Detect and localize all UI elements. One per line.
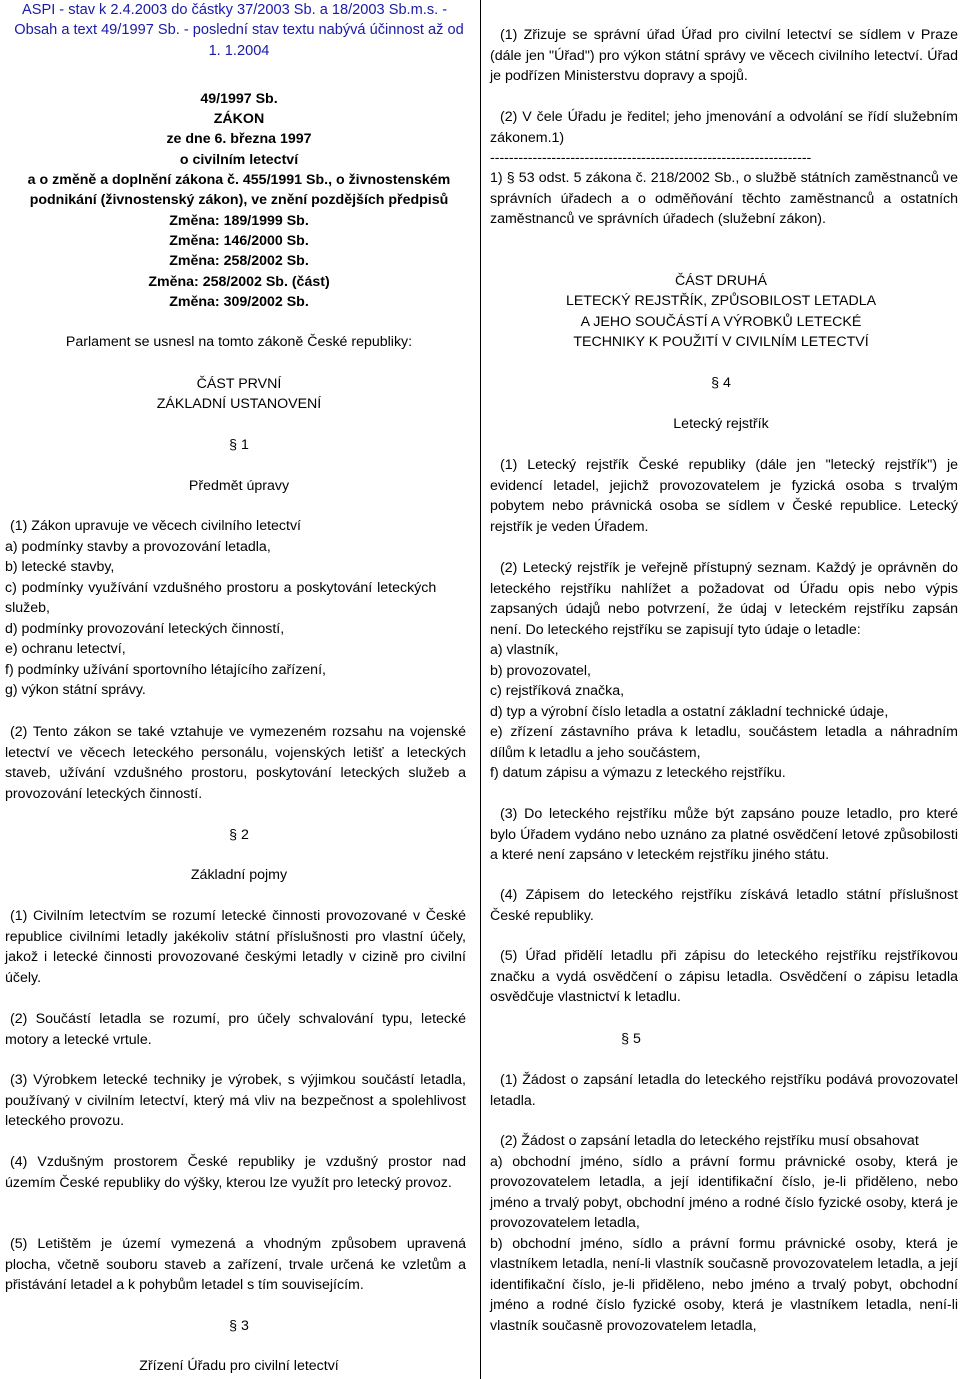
- list-item: d) typ a výrobní číslo letadla a ostatní základní technické údaje,: [490, 703, 889, 720]
- footnote-rule: --------------------------------------------------------------------: [490, 150, 812, 166]
- law-date: ze dne 6. března 1997: [166, 131, 312, 147]
- part2-title-line: LETECKÝ REJSTŘÍK, ZPŮSOBILOST LETADLA: [565, 293, 877, 309]
- list-item: b) obchodní jméno, sídlo a právní formu právnické osoby, která je vlastníkem letadla, není-li vlastník současně provozovatelem letadla, a její identifikační číslo, je-li přiděleno, nebo jméno a trvalý pobyt, obchodní jméno a rodné číslo fyzické osoby, která je vlastníkem letadla, není-li vlastník současně provozovatelem letadla,: [490, 1235, 958, 1334]
- part2-heading: ČÁST DRUHÁ: [675, 273, 767, 289]
- section-4-para-1: (1) Letecký rejstřík České republiky (dále jen "letecký rejstřík") je evidencí letadel, jejichž provozovatelem je fyzická osoba s trvalým pobytem nebo právnická osoba se sídlem v České republice. Letecký rejstřík je veden Úřadem.: [490, 457, 958, 535]
- source-header-line2: Obsah a text 49/1997 Sb. - poslední stav textu nabývá účinnost až od: [14, 22, 464, 38]
- section-1-para-2: (2) Tento zákon se také vztahuje ve vymezeném rozsahu na vojenské letectví ve věcech leteckého personálu, vojenských letišť a leteckých staveb, užívání vzdušného prostoru, poskytování leteckých služeb a provozování leteckých činností.: [5, 724, 466, 802]
- section-2-para-1: (1) Civilním letectvím se rozumí letecké činnosti provozované v České republice civilními letadly jakékoliv státní příslušnosti pro vlastní účely, jakož i letecké činnosti provozované českými letadly v cizině pro civilní účely.: [5, 908, 466, 986]
- section-1-number: § 1: [229, 437, 249, 453]
- section-5-para-2: [490, 1131, 958, 1336]
- section-4-number: § 4: [711, 375, 731, 391]
- section-4-title: Letecký rejstřík: [673, 416, 769, 432]
- list-item: a) vlastník,: [490, 642, 559, 658]
- list-item: a) podmínky stavby a provozování letadla,: [5, 538, 271, 555]
- section-5-para-1: (1) Žádost o zapsání letadla do leteckého rejstříku podává provozovatel letadla.: [490, 1072, 958, 1109]
- section-4-para-3: (3) Do leteckého rejstříku může být zapsáno pouze letadlo, pro které bylo Úřadem vydáno nebo uznáno za platné osvědčení letové způsobilosti a které není zapsáno v leteckém rejstříku jiného státu.: [490, 806, 958, 863]
- list-item: b) provozovatel,: [490, 662, 591, 679]
- law-name: o civilním letectví: [179, 152, 299, 168]
- part1-heading: ČÁST PRVNÍ: [196, 376, 282, 392]
- change-entry: Změna: 146/2000 Sb.: [169, 233, 309, 249]
- source-header-line3: 1. 1.2004: [208, 43, 270, 59]
- column-divider: [480, 0, 481, 1379]
- law-type: ZÁKON: [213, 111, 265, 127]
- list-item: c) rejstříková značka,: [490, 683, 625, 699]
- list-item: g) výkon státní správy.: [5, 682, 146, 698]
- section-2-para-2: (2) Součástí letadla se rozumí, pro účely schvalování typu, letecké motory a letecké vrtule.: [5, 1011, 466, 1048]
- part2-title-line: TECHNIKY K POUŽITÍ V CIVILNÍM LETECTVÍ: [573, 334, 869, 350]
- law-subtitle-1: a o změně a doplnění zákona č. 455/1991 Sb., o živnostenském: [27, 172, 451, 188]
- section-4-para-5: (5) Úřad přidělí letadlu při zápisu do leteckého rejstříku rejstříkovou značku a vydá osvědčení o zápisu letadla. Osvědčení o zápisu letadla osvědčuje vlastnictví k letadlu.: [490, 948, 958, 1005]
- list-item: a) obchodní jméno, sídlo a právní formu právnické osoby, která je provozovatelem letadla, a její identifikační číslo, je-li přiděleno, nebo jméno a trvalý pobyt, obchodní jméno a rodné číslo fyzické osoby, která je provozovatelem letadla,: [490, 1153, 958, 1231]
- list-item: b) letecké stavby,: [5, 559, 115, 575]
- section-5-number: § 5: [621, 1031, 641, 1047]
- section-2-para-3: (3) Výrobkem letecké techniky je výrobek, s výjimkou součástí letadla, používaný v civilním letectví, který má vliv na bezpečnost a spolehlivost leteckého provozu.: [5, 1072, 466, 1129]
- section-4-para-2: [490, 558, 958, 784]
- source-header-line1: ASPI - stav k 2.4.2003 do částky 37/2003 Sb. a 18/2003 Sb.m.s. -: [22, 2, 448, 18]
- list-item: e) ochranu letectví,: [5, 641, 126, 657]
- section-4-para-2-intro: (2) Letecký rejstřík je veřejně přístupný seznam. Každý je oprávněn do leteckého rejstříku nahlížet a požadovat od Úřadu opis nebo výpis zapsaných údajů nebo potvrzení, že údaj v leteckém rejstříku zapsán není. Do leteckého rejstříku se zapisují tyto údaje o letadle:: [490, 560, 958, 638]
- footnote-text: 1) § 53 odst. 5 zákona č. 218/2002 Sb., o službě státních zaměstnanců ve správních úřadech a o odměňování těchto zaměstnanců a ostatních zaměstnanců ve správních úřadech (služební zákon).: [490, 170, 958, 227]
- list-item: c) podmínky využívání vzdušného prostoru a poskytování leteckých: [5, 579, 437, 596]
- section-1-para-1: [5, 516, 468, 701]
- section-4-para-4: (4) Zápisem do leteckého rejstříku získává letadlo státní příslušnost České republiky.: [490, 887, 958, 924]
- change-entry: Změna: 309/2002 Sb.: [169, 294, 309, 310]
- change-entry: Změna: 258/2002 Sb. (část): [148, 274, 330, 290]
- section-3-number: § 3: [229, 1318, 249, 1334]
- section-2-title: Základní pojmy: [190, 867, 288, 883]
- part1-subheading: ZÁKLADNÍ USTANOVENÍ: [156, 396, 322, 412]
- section-1-title: Předmět úpravy: [188, 478, 290, 494]
- section-2-para-5: (5) Letištěm je území vymezená a vhodným způsobem upravená plocha, včetně souboru staveb a zařízení, trvale určená ke vzletům a přistávání letadel a k pohybům letadel s tím souvisejícím.: [5, 1236, 466, 1293]
- section-2-number: § 2: [229, 827, 249, 843]
- list-item: d) podmínky provozování leteckých činností,: [5, 620, 285, 637]
- section-2-para-4: (4) Vzdušným prostorem České republiky je vzdušný prostor nad územím České republiky do výšky, kterou lze využít pro letecký provoz.: [5, 1154, 466, 1191]
- change-entry: Změna: 189/1999 Sb.: [169, 213, 309, 229]
- list-item: služeb,: [5, 600, 50, 616]
- list-item: f) podmínky užívání sportovního létajícího zařízení,: [5, 661, 326, 678]
- list-item: (1) Zákon upravuje ve věcech civilního letectví: [10, 518, 301, 534]
- list-item: e) zřízení zástavního práva k letadlu, součástem letadla a náhradním dílům k letadlu a jeho součástem,: [490, 724, 958, 761]
- preamble: Parlament se usnesl na tomto zákoně České republiky:: [65, 334, 413, 350]
- part2-title-line: A JEHO SOUČÁSTÍ A VÝROBKŮ LETECKÉ: [580, 314, 862, 330]
- list-item: f) datum zápisu a výmazu z leteckého rejstříku.: [490, 765, 786, 781]
- section-3-title: Zřízení Úřadu pro civilní letectví: [139, 1358, 339, 1374]
- section-3-para-1: (1) Zřizuje se správní úřad Úřad pro civilní letectví se sídlem v Praze (dále jen "Úřad") pro výkon státní správy ve věcech civilního letectví. Úřad je podřízen Ministerstvu dopravy a spojů.: [490, 27, 958, 84]
- change-entry: Změna: 258/2002 Sb.: [169, 253, 309, 269]
- section-5-para-2-intro: (2) Žádost o zapsání letadla do leteckého rejstříku musí obsahovat: [500, 1133, 919, 1149]
- section-3-para-2: (2) V čele Úřadu je ředitel; jeho jmenování a odvolání se řídí služebním zákonem.1): [490, 109, 958, 146]
- law-subtitle-2: podnikání (živnostenský zákon), ve znění pozdějších předpisů: [29, 192, 449, 208]
- law-number: 49/1997 Sb.: [200, 91, 278, 107]
